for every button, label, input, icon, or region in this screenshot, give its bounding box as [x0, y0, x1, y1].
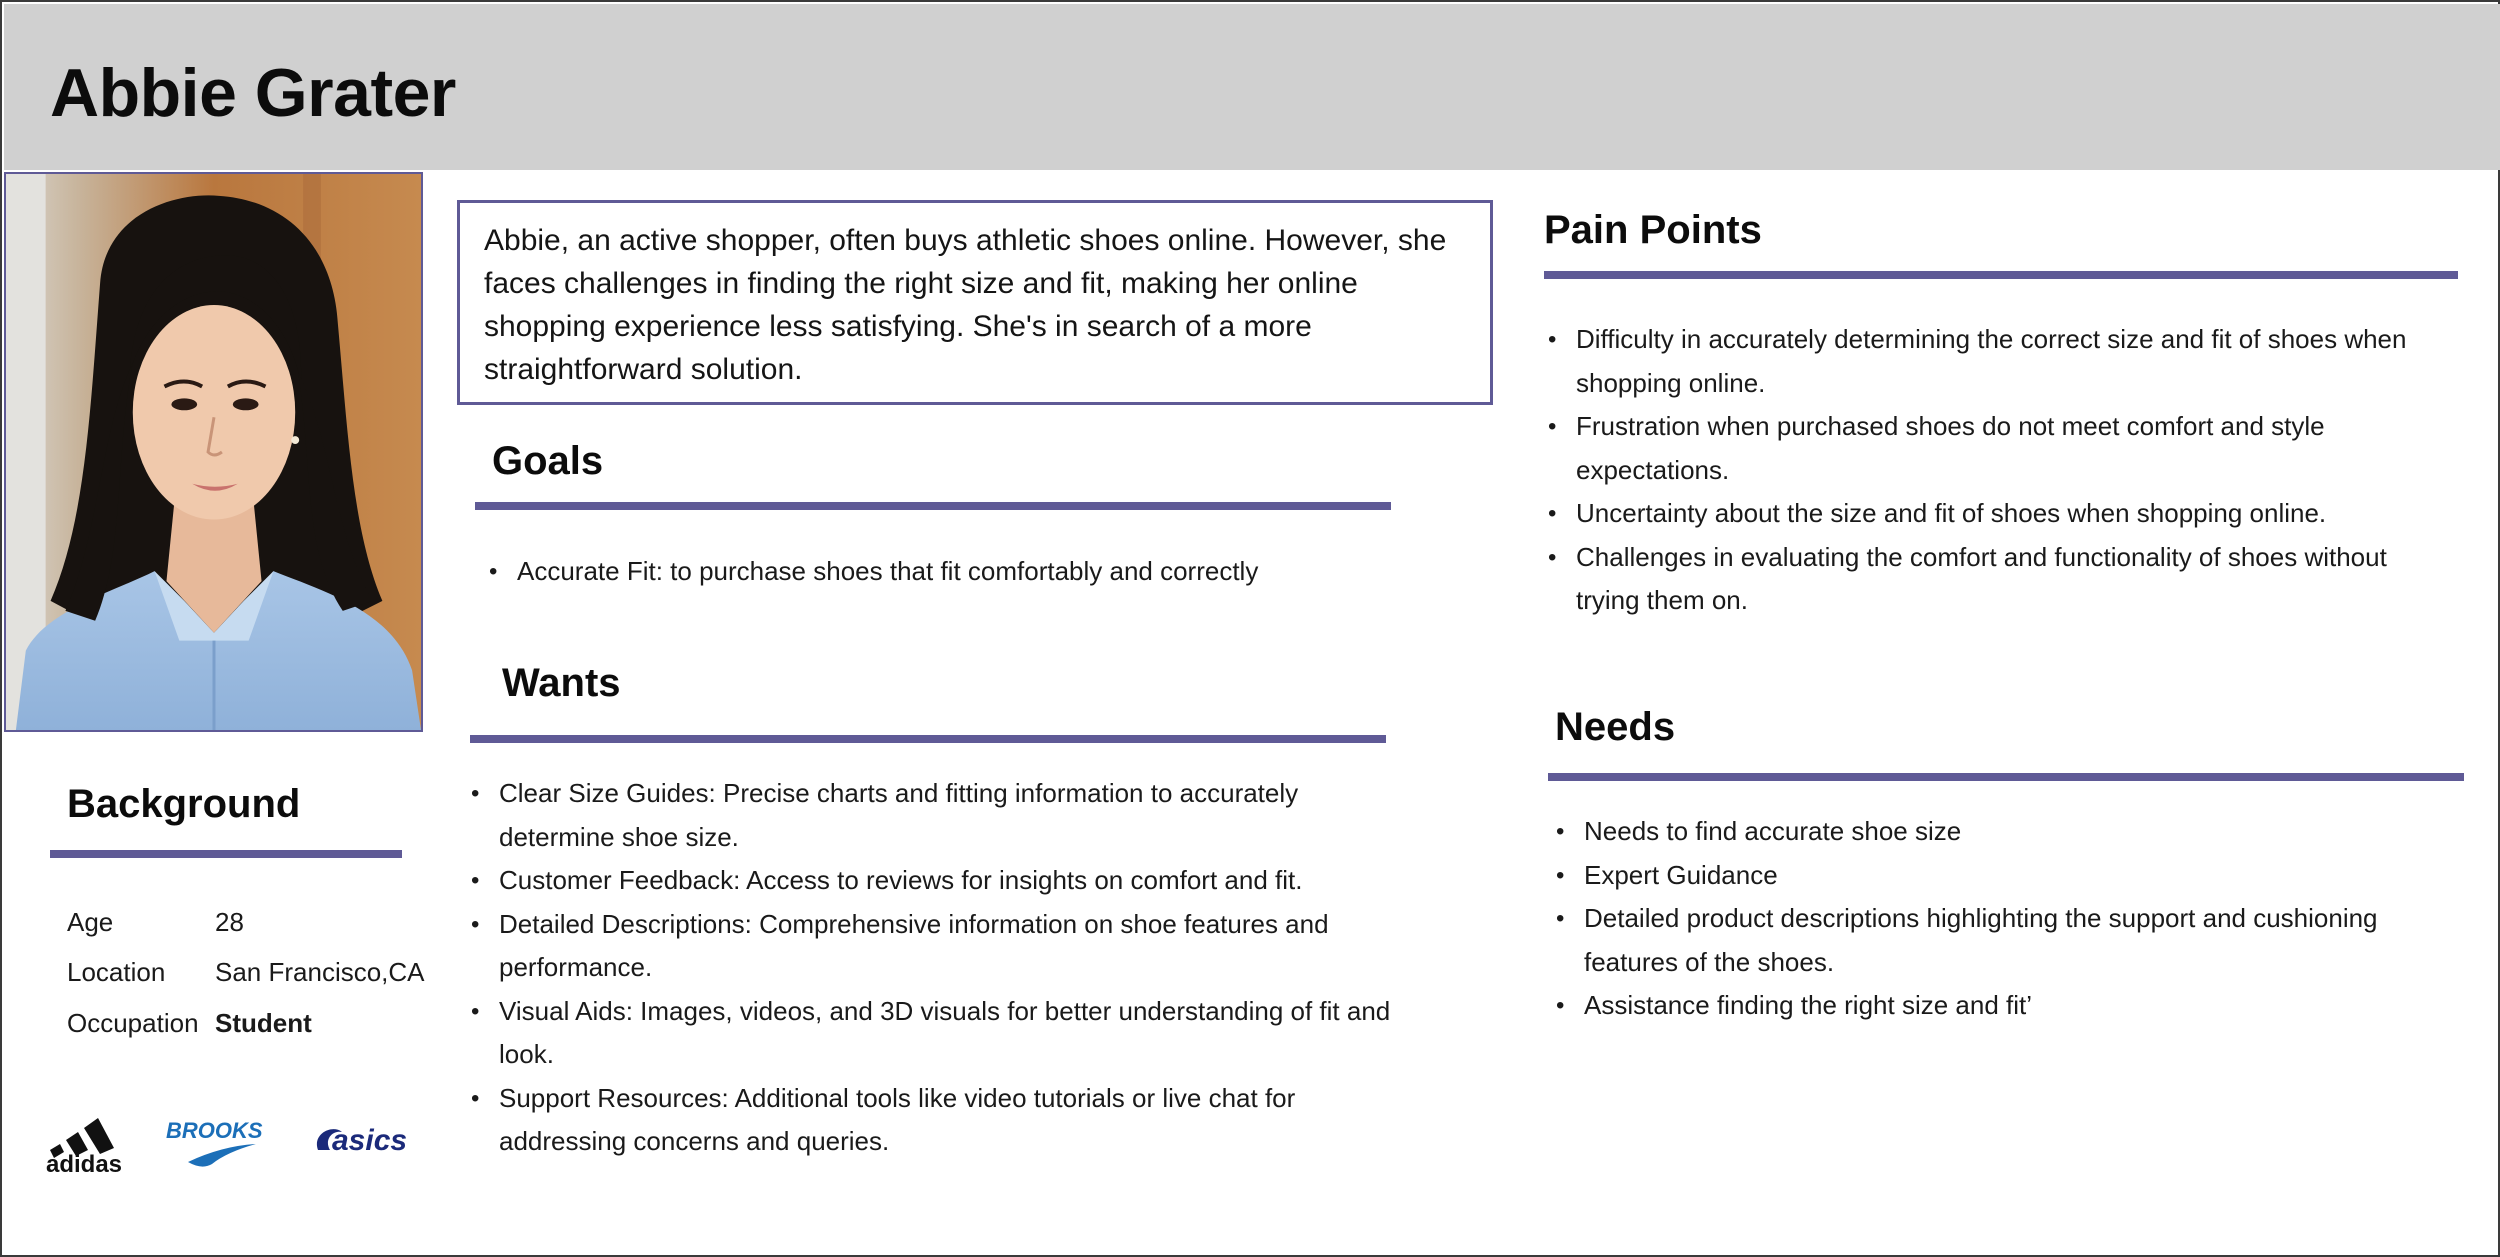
goals-list [487, 550, 1447, 594]
needs-title: Needs [1555, 705, 1676, 749]
need-item: • Assistance finding the right size and fit’ [1554, 984, 2454, 1028]
background-divider [50, 850, 402, 858]
pain-point-item: • Uncertainty about the size and fit of shoes when shopping online. [1546, 492, 2451, 536]
want-item: • Visual Aids: Images, videos, and 3D visuals for better understanding of fit and look. [469, 990, 1404, 1077]
goal-item: • Accurate Fit: to purchase shoes that fit comfortably and correctly [487, 550, 1447, 594]
location-value: San Francisco,CA [215, 957, 425, 988]
want-item: • Customer Feedback: Access to reviews for insights on comfort and fit. [469, 859, 1404, 903]
adidas-wordmark: adidas [46, 1151, 123, 1172]
wants-list [469, 772, 1404, 1164]
asics-logo [317, 1124, 407, 1157]
brand-logo-strip [42, 1112, 432, 1172]
pain-points-title: Pain Points [1544, 208, 1762, 252]
needs-divider [1548, 773, 2464, 781]
pain-points-list [1546, 318, 2451, 623]
pain-point-item: • Frustration when purchased shoes do not meet comfort and style expectations. [1546, 405, 2451, 492]
goals-divider [475, 502, 1391, 510]
age-value: 28 [215, 906, 244, 937]
occupation-value: Student [215, 1007, 312, 1038]
need-item: • Needs to find accurate shoe size [1554, 810, 2454, 854]
wants-divider [470, 735, 1386, 743]
persona-photo [4, 172, 423, 732]
asics-wordmark: asics [332, 1124, 408, 1157]
age-row [67, 897, 425, 948]
brooks-logo [166, 1118, 263, 1167]
age-label: Age [67, 906, 114, 937]
want-item: • Support Resources: Additional tools like video tutorials or live chat for addressing concerns and queries. [469, 1077, 1404, 1164]
need-item: • Expert Guidance [1554, 854, 2454, 898]
occupation-label: Occupation [67, 1007, 199, 1038]
location-row [67, 948, 425, 999]
want-item: • Detailed Descriptions: Comprehensive information on shoe features and performance. [469, 903, 1404, 990]
background-details [67, 897, 425, 1049]
want-item: • Clear Size Guides: Precise charts and fitting information to accurately determine shoe size. [469, 772, 1404, 859]
needs-list [1554, 810, 2454, 1028]
adidas-logo [46, 1118, 122, 1172]
brand-logos [42, 1112, 432, 1172]
persona-summary-box: Abbie, an active shopper, often buys athletic shoes online. However, she faces challenges in finding the right size and fit, making her online shopping experience less satisfying. She's in search of a more straightforward solution. [457, 200, 1493, 405]
pain-point-item: • Challenges in evaluating the comfort and functionality of shoes without trying them on. [1546, 536, 2451, 623]
pain-point-item: • Difficulty in accurately determining the correct size and fit of shoes when shopping online. [1546, 318, 2451, 405]
background-title: Background [67, 782, 301, 826]
pain-points-divider [1544, 271, 2458, 279]
goals-title: Goals [492, 439, 604, 483]
brooks-wordmark: BROOKS [166, 1118, 263, 1143]
persona-name: Abbie Grater [50, 55, 456, 131]
location-label: Location [67, 957, 166, 988]
wants-title: Wants [502, 661, 621, 705]
header-bar [4, 4, 2500, 170]
need-item: • Detailed product descriptions highlighting the support and cushioning features of the shoes. [1554, 897, 2454, 984]
occupation-row [67, 998, 425, 1049]
portrait-illustration [6, 174, 421, 730]
